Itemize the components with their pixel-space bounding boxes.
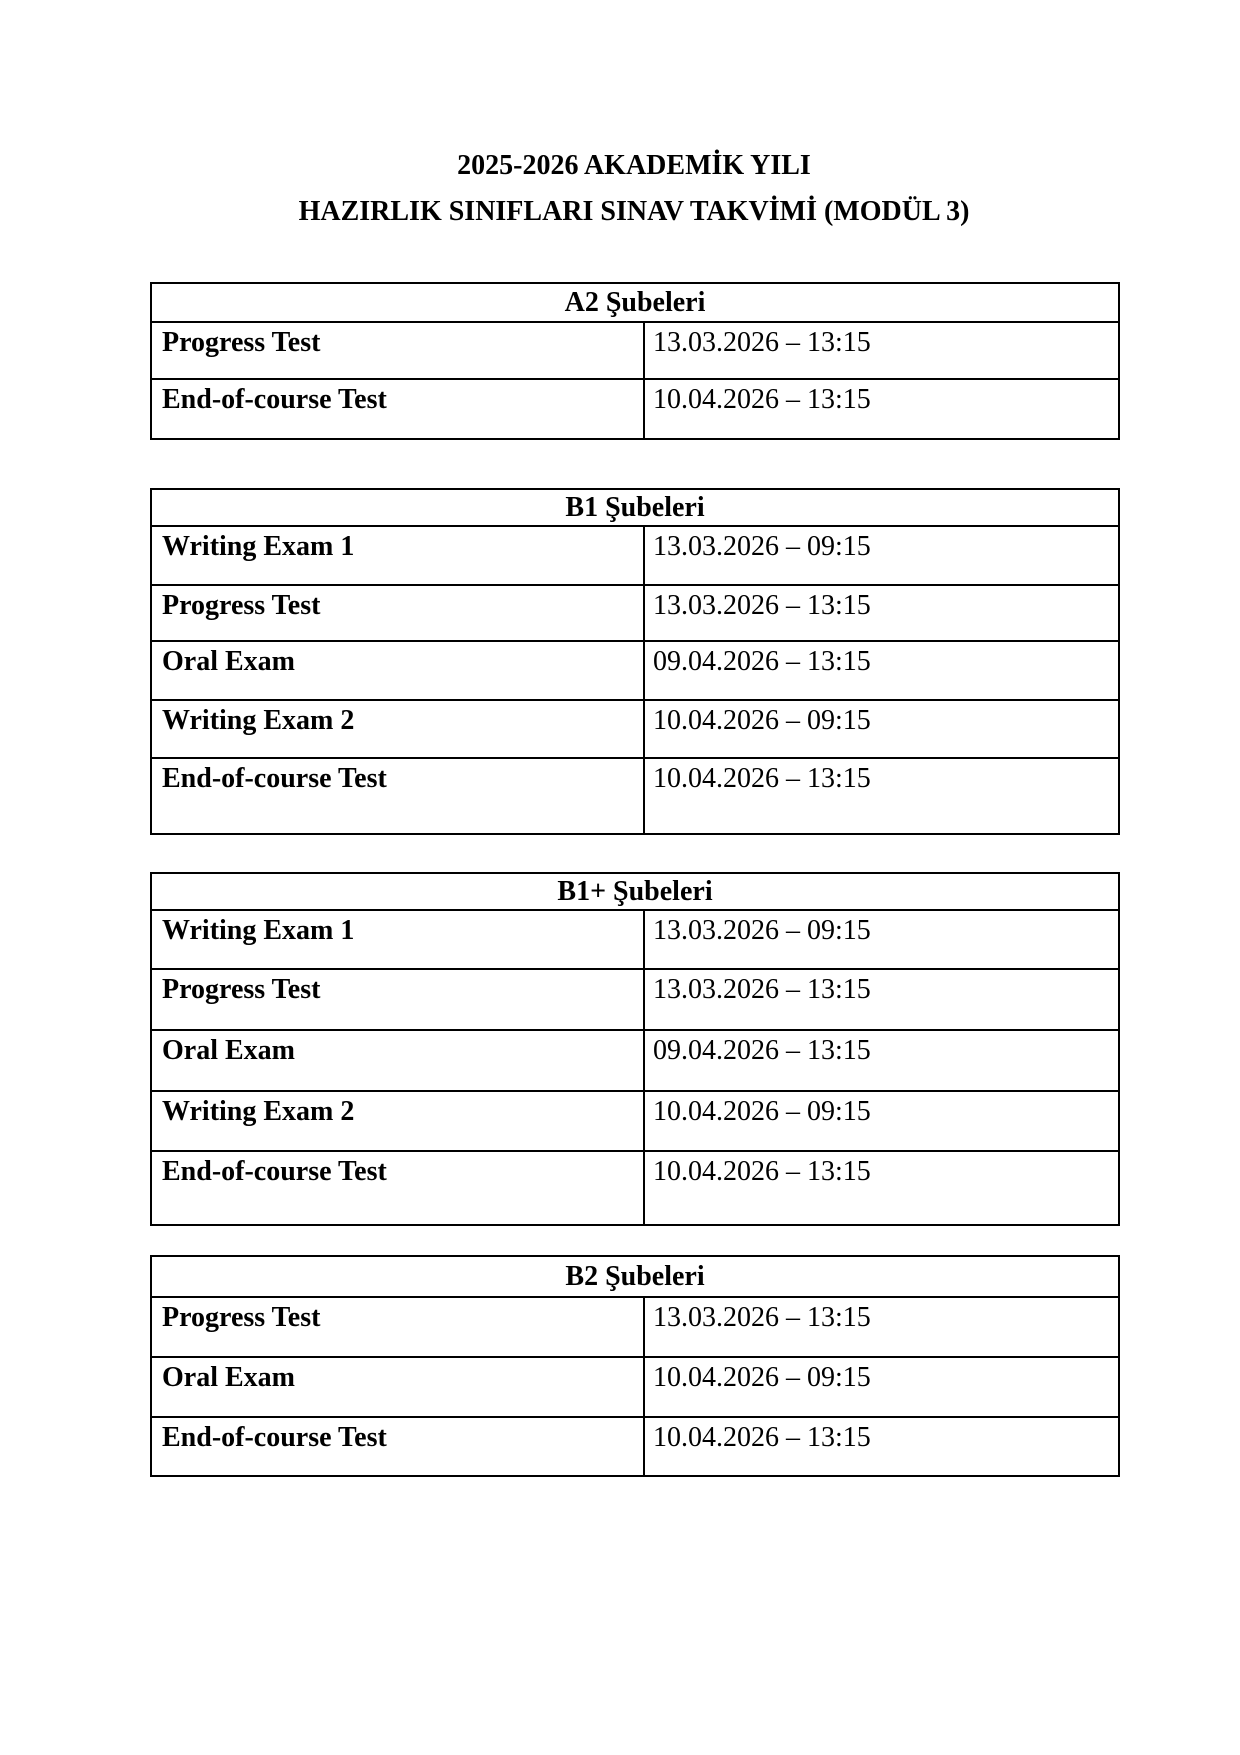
exam-datetime-cell: 10.04.2026 – 09:15 <box>644 1091 1119 1151</box>
table-row <box>151 700 1119 758</box>
exam-name-cell: Oral Exam <box>151 641 644 700</box>
table-a2-subeleri <box>150 282 1120 440</box>
table-title: B1 Şubeleri <box>151 489 1119 526</box>
exam-name-cell: End-of-course Test <box>151 758 644 834</box>
exam-datetime-cell: 10.04.2026 – 13:15 <box>644 758 1119 834</box>
exam-datetime-cell: 10.04.2026 – 13:15 <box>644 379 1119 439</box>
exam-name-cell: Oral Exam <box>151 1357 644 1417</box>
exam-datetime-cell: 13.03.2026 – 09:15 <box>644 910 1119 969</box>
exam-name-cell: End-of-course Test <box>151 1417 644 1476</box>
table-row <box>151 1357 1119 1417</box>
exam-name-cell: Progress Test <box>151 969 644 1030</box>
table-title: B2 Şubeleri <box>151 1256 1119 1297</box>
exam-datetime-cell: 10.04.2026 – 09:15 <box>644 700 1119 758</box>
table-row <box>151 1297 1119 1357</box>
table-b1-subeleri <box>150 488 1120 835</box>
exam-datetime-cell: 10.04.2026 – 13:15 <box>644 1151 1119 1225</box>
exam-datetime-cell: 10.04.2026 – 09:15 <box>644 1357 1119 1417</box>
exam-name-cell: End-of-course Test <box>151 379 644 439</box>
table-title: A2 Şubeleri <box>151 283 1119 322</box>
table-row <box>151 1030 1119 1091</box>
table-title: B1+ Şubeleri <box>151 873 1119 910</box>
table-row <box>151 1091 1119 1151</box>
table-row <box>151 526 1119 585</box>
exam-name-cell: Writing Exam 1 <box>151 526 644 585</box>
table-header-row <box>151 489 1119 526</box>
table-row <box>151 910 1119 969</box>
exam-datetime-cell: 10.04.2026 – 13:15 <box>644 1417 1119 1476</box>
exam-datetime-cell: 13.03.2026 – 13:15 <box>644 585 1119 641</box>
exam-name-cell: Oral Exam <box>151 1030 644 1091</box>
exam-datetime-cell: 13.03.2026 – 13:15 <box>644 1297 1119 1357</box>
exam-name-cell: Progress Test <box>151 322 644 379</box>
exam-name-cell: End-of-course Test <box>151 1151 644 1225</box>
exam-name-cell: Writing Exam 2 <box>151 700 644 758</box>
exam-name-cell: Progress Test <box>151 1297 644 1357</box>
table-b2-subeleri <box>150 1255 1120 1477</box>
table-header-row <box>151 1256 1119 1297</box>
exam-datetime-cell: 13.03.2026 – 13:15 <box>644 969 1119 1030</box>
table-header-row <box>151 873 1119 910</box>
table-header-row <box>151 283 1119 322</box>
table-row <box>151 379 1119 439</box>
table-row <box>151 585 1119 641</box>
table-row <box>151 758 1119 834</box>
table-row <box>151 641 1119 700</box>
table-row <box>151 1151 1119 1225</box>
exam-datetime-cell: 13.03.2026 – 09:15 <box>644 526 1119 585</box>
page-title-line-1: 2025-2026 AKADEMİK YILI <box>457 150 811 181</box>
exam-name-cell: Progress Test <box>151 585 644 641</box>
table-row <box>151 1417 1119 1476</box>
exam-datetime-cell: 09.04.2026 – 13:15 <box>644 1030 1119 1091</box>
table-b1-plus-subeleri <box>150 872 1120 1226</box>
exam-name-cell: Writing Exam 2 <box>151 1091 644 1151</box>
table-row <box>151 322 1119 379</box>
page-title-line-2: HAZIRLIK SINIFLARI SINAV TAKVİMİ (MODÜL 3) <box>298 196 970 227</box>
table-row <box>151 969 1119 1030</box>
exam-datetime-cell: 13.03.2026 – 13:15 <box>644 322 1119 379</box>
exam-datetime-cell: 09.04.2026 – 13:15 <box>644 641 1119 700</box>
exam-name-cell: Writing Exam 1 <box>151 910 644 969</box>
